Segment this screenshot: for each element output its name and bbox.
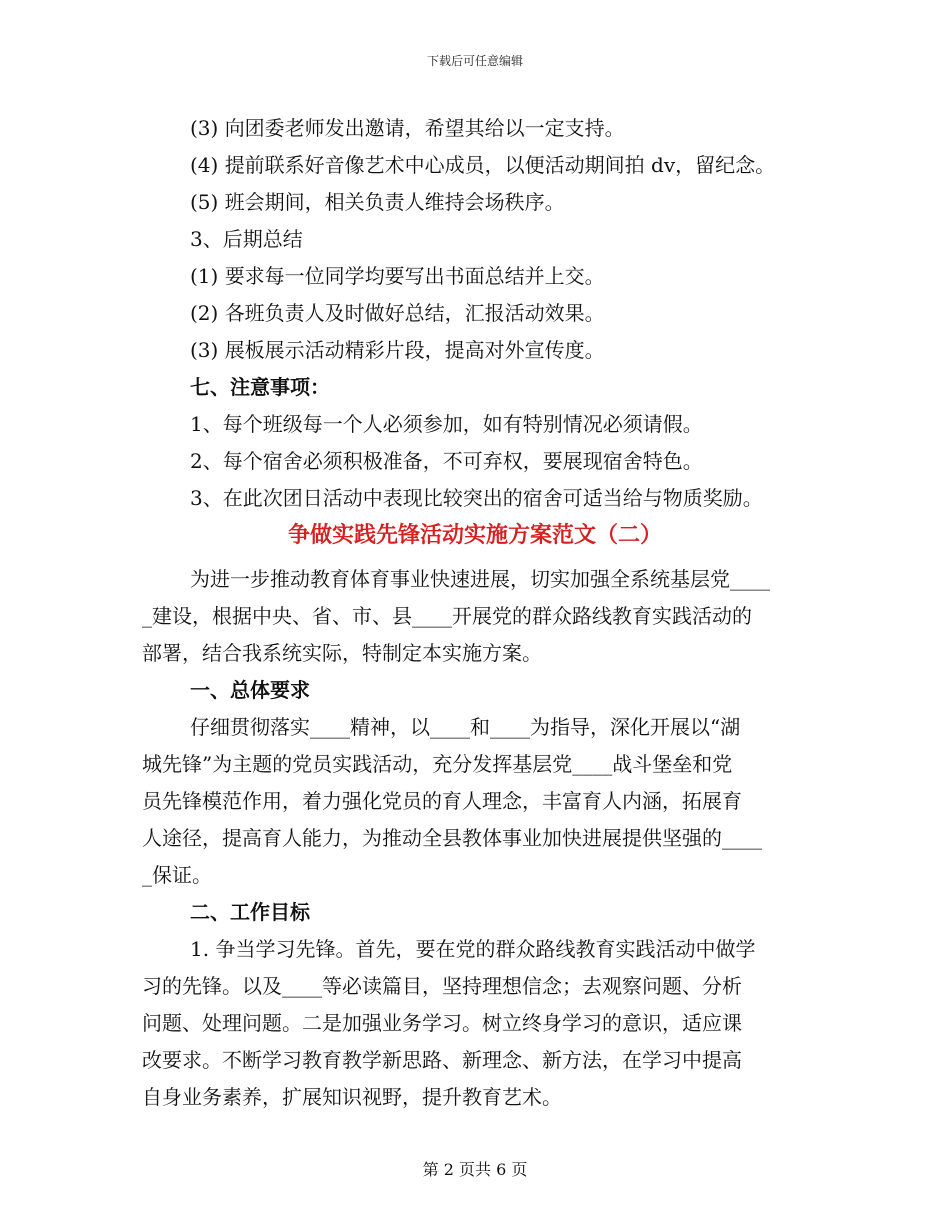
header-note: 下载后可任意编辑 [426, 54, 523, 68]
list-item: (3) 展板展示活动精彩片段，提高对外宣传度。 [190, 338, 605, 362]
paragraph-line: 问题、处理问题。二是加强业务学习。树立终身学习的意识，适应课 [142, 1011, 742, 1035]
list-item: (5) 班会期间，相关负责人维持会场秩序。 [190, 190, 565, 214]
paragraph-line: 自身业务素养，扩展知识视野，提升教育艺术。 [142, 1085, 562, 1109]
intro-line: 部署，结合我系统实际，特制定本实施方案。 [142, 641, 542, 665]
note-item: 3、在此次团日活动中表现比较突出的宿舍可适当给与物质奖励。 [190, 486, 763, 510]
paragraph-line: 习的先锋。以及____等必读篇目，坚持理想信念；去观察问题、分析 [142, 974, 742, 998]
intro-line: 为进一步推动教育体育事业快速进展，切实加强全系统基层党____ [190, 567, 770, 591]
paragraph-line: _保证。 [142, 863, 212, 887]
list-item: (3) 向团委老师发出邀请，希望其给以一定支持。 [190, 116, 625, 140]
list-item: (4) 提前联系好音像艺术中心成员，以便活动期间拍 dv，留纪念。 [190, 153, 776, 177]
paragraph-line: 城先锋”为主题的党员实践活动，充分发挥基层党____战斗堡垒和党 [142, 752, 733, 776]
section-heading-seven: 七、注意事项： [190, 375, 330, 399]
paragraph-line: 员先锋模范作用，着力强化党员的育人理念，丰富育人内涵，拓展育 [142, 789, 742, 813]
document-title: 争做实践先锋活动实施方案范文（二） [287, 522, 662, 548]
paragraph-line: 人途径，提高育人能力，为推动全县教体事业加快进展提供坚强的____ [142, 826, 762, 850]
paragraph-line: 改要求。不断学习教育教学新思路、新理念、新方法，在学习中提高 [142, 1048, 742, 1072]
page-number-footer: 第 2 页共 6 页 [422, 1160, 528, 1179]
intro-line: _建设，根据中央、省、市、县____开展党的群众路线教育实践活动的 [142, 604, 752, 628]
list-item: (2) 各班负责人及时做好总结，汇报活动效果。 [190, 301, 605, 325]
paragraph-line: 1. 争当学习先锋。首先，要在党的群众路线教育实践活动中做学 [190, 937, 756, 961]
section-heading-one: 一、总体要求 [190, 678, 310, 702]
note-item: 1、每个班级每一个人必须参加，如有特别情况必须请假。 [190, 412, 703, 436]
note-item: 2、每个宿舍必须积极准备，不可弃权，要展现宿舍特色。 [190, 449, 703, 473]
paragraph-line: 仔细贯彻落实____精神，以____和____为指导，深化开展以“湖 [190, 715, 741, 739]
list-item: (1) 要求每一位同学均要写出书面总结并上交。 [190, 264, 605, 288]
subsection-heading: 3、后期总结 [190, 227, 303, 251]
section-heading-two: 二、工作目标 [190, 900, 310, 924]
